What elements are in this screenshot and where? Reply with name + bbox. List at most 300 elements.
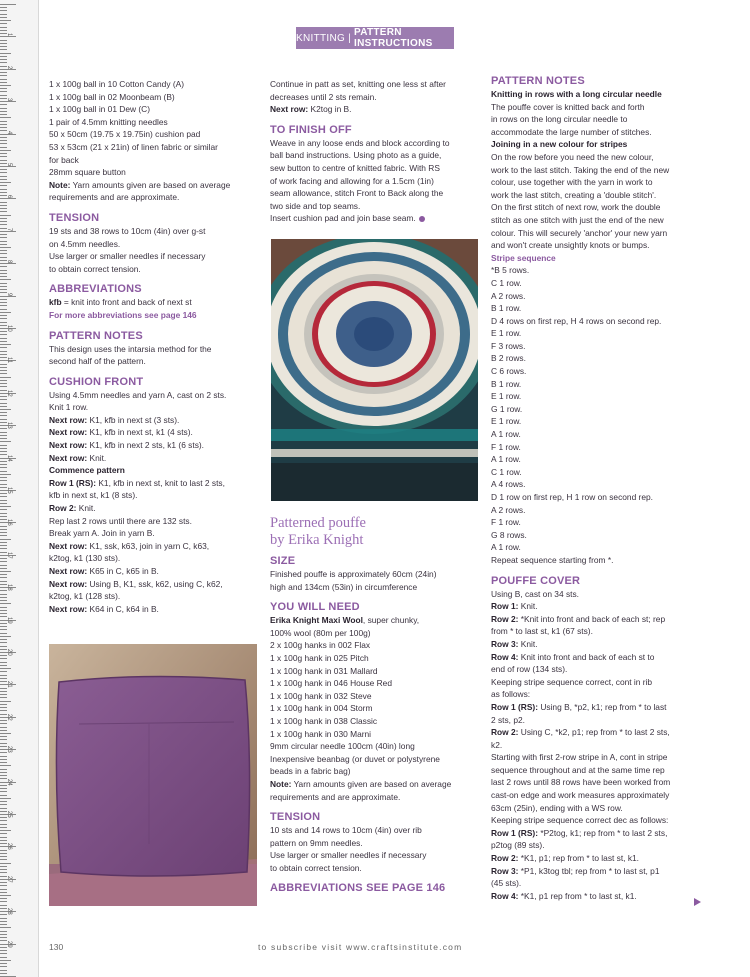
note-line: work to the last stitch. Taking the end of the new: [491, 164, 670, 175]
ruler-tick: [0, 279, 11, 280]
ruler-label: 28: [6, 908, 12, 915]
stripe-item: E 1 row.: [491, 391, 522, 402]
ruler-tick: [0, 889, 7, 890]
stripe-item: F 1 row.: [491, 441, 521, 452]
ruler-tick: [0, 147, 7, 148]
ruler-tick: [0, 62, 7, 63]
ruler-tick: [0, 182, 11, 183]
ruler-tick: [0, 253, 7, 254]
ruler-tick: [0, 247, 11, 248]
ruler-tick: [0, 218, 7, 219]
ruler-tick: [0, 565, 7, 566]
ruler-tick: [0, 286, 7, 287]
ruler-tick: [0, 905, 7, 906]
header-separator: |: [348, 32, 351, 44]
ruler-tick: [0, 866, 7, 867]
ruler-tick: [0, 117, 11, 118]
stripe-item: *B 5 rows.: [491, 265, 530, 276]
instruction-row: k2.: [491, 739, 503, 750]
material-item: 53 x 53cm (21 x 21in) of linen fabric or similar: [49, 141, 218, 152]
ruler-tick: [0, 863, 11, 864]
ruler-label: 19: [6, 616, 12, 624]
finish-line: sew button to centre of knitted fabric. With RS: [270, 162, 440, 173]
ruler-tick: [0, 484, 7, 485]
instruction-row: end of row (134 sts).: [491, 664, 568, 675]
material-item: 1 pair of 4.5mm knitting needles: [49, 116, 168, 127]
ruler-label: 10: [6, 325, 12, 332]
instruction-row: 2 sts, p2.: [491, 714, 525, 725]
ruler-tick: [0, 662, 7, 663]
ruler-label: 6: [6, 195, 12, 199]
ruler-tick: [0, 610, 7, 611]
size-line: Finished pouffe is approximately 60cm (24in): [270, 569, 437, 579]
ruler-label: 7: [6, 227, 12, 232]
ruler-tick: [0, 542, 7, 543]
instruction-line: decreases until 2 sts remain.: [270, 91, 377, 102]
abbreviation-kfb: kfb = knit into front and back of next st: [49, 297, 192, 308]
ruler-tick: [0, 539, 11, 540]
instruction-row: Row 1: Knit.: [491, 601, 538, 612]
ruler-tick: [0, 535, 7, 536]
column-1: [49, 78, 261, 615]
pouffe-abbreviations-heading: ABBREVIATIONS SEE PAGE 146: [270, 882, 446, 895]
ruler-tick: [0, 318, 7, 319]
ruler-tick: [0, 733, 11, 734]
stripe-item: C 1 row.: [491, 466, 522, 477]
ruler-tick: [0, 179, 7, 180]
material-item: 28mm square button: [49, 167, 126, 178]
instruction-row: Row 2: *Knit into front and back of each st; rep: [491, 613, 666, 624]
note-line: On the first stitch of next row, work the double: [491, 202, 661, 213]
subheading-circular-needle: Knitting in rows with a long circular needle: [491, 89, 662, 99]
ruler-tick: [0, 192, 7, 193]
material-item: 1 x 100g hank in 025 Pitch: [270, 652, 369, 663]
you-will-need-heading: YOU WILL NEED: [270, 601, 360, 614]
cushion-front-heading: CUSHION FRONT: [49, 375, 144, 388]
ruler-tick: [0, 646, 7, 647]
more-abbreviations-link: For more abbreviations see page 146: [49, 309, 197, 320]
ruler-tick: [0, 409, 11, 410]
ruler-tick: [0, 830, 11, 831]
tension-line: Use larger or smaller needles if necessary: [49, 251, 206, 262]
ruler-tick: [0, 477, 7, 478]
ruler-tick: [0, 639, 7, 640]
ruler-tick: [0, 305, 7, 306]
ruler-tick: [0, 665, 7, 666]
ruler-tick: [0, 7, 7, 8]
ruler-tick: [0, 772, 7, 773]
ruler-tick: [0, 273, 7, 274]
ruler-label: 13: [6, 422, 12, 429]
instruction-row: Next row: K65 in C, k65 in B.: [49, 566, 159, 576]
ruler-tick: [0, 467, 7, 468]
ruler-tick: [0, 480, 7, 481]
ruler-tick: [0, 56, 7, 57]
ruler-tick: [0, 798, 11, 799]
final-row: Next row: K2tog in B.: [270, 104, 352, 115]
finish-heading: TO FINISH OFF: [270, 123, 352, 136]
material-item: 50 x 50cm (19.75 x 19.75in) cushion pad: [49, 129, 201, 140]
instruction-row: Row 4: *K1, p1 rep from * to last st, k1.: [491, 890, 637, 901]
ruler-label: 9: [6, 292, 12, 296]
ruler-tick: [0, 808, 7, 809]
ruler-tick: [0, 548, 7, 549]
ruler-tick: [0, 710, 7, 711]
ruler-tick: [0, 642, 7, 643]
tension-heading: TENSION: [49, 211, 100, 224]
ruler-tick: [0, 85, 11, 86]
ruler-tick: [0, 354, 7, 355]
stripe-item: A 1 row.: [491, 454, 521, 465]
ruler-tick: [0, 506, 11, 507]
note-line: and won't create unsightly knots or bumps.: [491, 240, 650, 251]
ruler-tick: [0, 412, 7, 413]
material-item: 2 x 100g hanks in 002 Flax: [270, 640, 371, 651]
ruler-tick: [0, 545, 7, 546]
pattern-note-line: second half of the pattern.: [49, 356, 146, 367]
cushion-photo: [49, 644, 257, 906]
ruler-label: 20: [6, 649, 12, 656]
ruler-label: 1: [6, 33, 12, 37]
ruler-tick: [0, 111, 7, 112]
ruler-label: 5: [6, 163, 12, 167]
pouffe-tension-text: [270, 824, 482, 874]
pattern-title: Patterned pouffe by Erika Knight: [270, 515, 366, 548]
ruler-label: 24: [6, 778, 12, 786]
stripe-item: Repeat sequence starting from *.: [491, 554, 614, 565]
subheading-joining-colour: Joining in a new colour for stripes: [491, 139, 628, 150]
ruler-label: 3: [6, 98, 12, 102]
ruler-tick: [0, 471, 7, 472]
ruler-tick: [0, 759, 7, 760]
ruler-tick: [0, 215, 11, 216]
finish-line: of work facing and allowing for a 1.5cm (1in): [270, 175, 434, 186]
ruler-tick: [0, 970, 7, 971]
instruction-line: Using 4.5mm needles and yarn A, cast on 2 sts.: [49, 389, 227, 400]
instruction-line: Knit 1 row.: [49, 402, 89, 413]
materials-note: Note: Yarn amounts given are based on average requirements and are approximate.: [49, 179, 231, 203]
tension-line: on 4.5mm needles.: [49, 238, 121, 249]
ruler-tick: [0, 419, 7, 420]
instruction-row: 63cm (25in), ending with a WS row.: [491, 802, 623, 813]
ruler-tick: [0, 791, 7, 792]
ruler-tick: [0, 736, 7, 737]
ruler-tick: [0, 244, 7, 245]
ruler-tick: [0, 513, 7, 514]
note-line: The pouffe cover is knitted back and forth: [491, 101, 645, 112]
instruction-line: Continue in patt as set, knitting one less st after: [270, 79, 446, 89]
tension-line: to obtain correct tension.: [270, 862, 362, 873]
ruler-tick: [0, 88, 7, 89]
ruler-tick: [0, 568, 7, 569]
cushion-front-instructions: [49, 389, 261, 616]
ruler-tick: [0, 795, 7, 796]
material-item: Inexpensive beanbag (or duvet or polystyrene: [270, 753, 440, 764]
ruler-label: 2: [6, 65, 12, 70]
ruler-tick: [0, 957, 7, 958]
ruler-tick: [0, 20, 11, 21]
ruler-label: 25: [6, 811, 12, 818]
ruler-tick: [0, 257, 7, 258]
ruler-tick: [0, 127, 7, 128]
ruler-tick: [0, 4, 16, 5]
ruler-tick: [0, 283, 7, 284]
instruction-line: Rep last 2 rows until there are 132 sts.: [49, 515, 192, 526]
you-will-need-list: [270, 627, 482, 778]
ruler-tick: [0, 208, 7, 209]
ruler-tick: [0, 671, 7, 672]
ruler-tick: [0, 156, 7, 157]
ruler-tick: [0, 516, 7, 517]
ruler-tick: [0, 532, 7, 533]
ruler-tick: [0, 801, 7, 802]
ruler-tick: [0, 211, 7, 212]
ruler-tick: [0, 901, 7, 902]
materials-list: [49, 78, 261, 179]
size-heading: SIZE: [270, 555, 296, 567]
instruction-row: Next row: Knit.: [49, 452, 107, 463]
stripe-item: F 3 rows.: [491, 340, 526, 351]
instruction-row: Next row: K64 in C, k64 in B.: [49, 603, 159, 614]
ruler-tick: [0, 824, 7, 825]
instruction-line: kfb in next st, k1 (8 sts).: [49, 490, 138, 501]
ruler-tick: [0, 775, 7, 776]
ruler-tick: [0, 833, 7, 834]
ruler-tick: [0, 344, 11, 345]
ruler-tick: [0, 937, 7, 938]
ruler-tick: [0, 872, 7, 873]
ruler-tick: [0, 474, 11, 475]
pouffe-pattern-notes-heading: PATTERN NOTES: [491, 75, 585, 87]
tension-line: to obtain correct tension.: [49, 263, 141, 274]
header-left: KNITTING: [296, 32, 346, 44]
ruler-tick: [0, 91, 7, 92]
ruler-tick: [0, 503, 7, 504]
instruction-row: p2tog (89 sts).: [491, 840, 545, 851]
ruler-tick: [0, 46, 7, 47]
ruler-label: 16: [6, 519, 12, 527]
instruction-row: Row 3: *P1, k3tog tbl; rep from * to last st, p1: [491, 865, 660, 876]
ruler-tick: [0, 406, 7, 407]
instruction-row: k2tog, k1 (128 sts).: [49, 591, 121, 602]
ruler-tick: [0, 581, 7, 582]
ruler-label: 14: [6, 454, 12, 462]
column-2: [270, 78, 482, 225]
ruler-tick: [0, 739, 7, 740]
ruler-tick: [0, 597, 7, 598]
ruler-tick: [0, 921, 7, 922]
ruler-tick: [0, 613, 7, 614]
ruler-tick: [0, 743, 7, 744]
ruler-tick: [0, 289, 7, 290]
ruler-tick: [0, 856, 7, 857]
ruler: [0, 0, 39, 977]
ruler-label: 15: [6, 487, 12, 494]
material-item: 9mm circular needle 100cm (40in) long: [270, 741, 415, 752]
instruction-row: Row 2: *K1, p1; rep from * to last st, k1.: [491, 853, 640, 864]
ruler-tick: [0, 150, 11, 151]
ruler-tick: [0, 629, 7, 630]
stripe-item: A 1 row.: [491, 429, 521, 440]
ruler-tick: [0, 14, 7, 15]
note-line: colour. This will securely 'anchor' your new yarn: [491, 227, 668, 238]
ruler-tick: [0, 668, 11, 669]
stripe-item: E 1 row.: [491, 328, 522, 339]
stripe-item: C 1 row.: [491, 277, 522, 288]
note-line: On the row before you need the new colour,: [491, 151, 654, 162]
instruction-row: Row 1 (RS): K1, kfb in next st, knit to last 2 sts,: [49, 477, 225, 488]
material-item: 1 x 100g hank in 030 Marni: [270, 728, 372, 739]
ruler-tick: [0, 221, 7, 222]
ruler-tick: [0, 121, 7, 122]
note-line: work the last stitch, creating a 'double stitch'.: [491, 189, 657, 200]
stripe-item: B 2 rows.: [491, 353, 526, 364]
ruler-label: 17: [6, 551, 12, 559]
page-number: 130: [49, 942, 64, 952]
ruler-tick: [0, 250, 7, 251]
finish-line: seam allowance, stitch Front to Back along the: [270, 188, 444, 199]
ruler-tick: [0, 370, 7, 371]
ruler-label: 4: [6, 130, 12, 134]
ruler-tick: [0, 441, 11, 442]
instruction-row: Next row: K1, kfb in next st, k1 (4 sts).: [49, 427, 193, 438]
instruction-row: Row 3: Knit.: [491, 638, 538, 649]
continue-arrow-icon: [694, 898, 701, 906]
section-header-tag: [296, 27, 454, 49]
ruler-tick: [0, 448, 7, 449]
material-item: 1 x 100g hank in 032 Steve: [270, 690, 372, 701]
stripe-item: C 6 rows.: [491, 366, 527, 377]
instruction-row: Row 1 (RS): Using B, *p2, k1; rep from * to last: [491, 701, 667, 712]
ruler-tick: [0, 934, 7, 935]
stripe-item: B 1 row.: [491, 303, 522, 314]
finish-text: [270, 137, 482, 225]
ruler-tick: [0, 603, 11, 604]
circular-needle-text: [491, 101, 711, 139]
header-right: PATTERN INSTRUCTIONS: [353, 27, 433, 49]
pattern-note-line: This design uses the intarsia method for the: [49, 343, 212, 354]
ruler-tick: [0, 859, 7, 860]
ruler-tick: [0, 804, 7, 805]
ruler-tick: [0, 636, 11, 637]
stripe-item: D 4 rows on first rep, H 4 rows on second rep.: [491, 315, 662, 326]
ruler-tick: [0, 386, 7, 387]
continue-text: [270, 78, 482, 103]
ruler-label: 23: [6, 746, 12, 753]
ruler-tick: [0, 276, 7, 277]
stripe-item: G 1 row.: [491, 403, 523, 414]
size-text: [270, 568, 482, 593]
finish-line: Insert cushion pad and join base seam.: [270, 212, 482, 225]
stripe-item: D 1 row on first rep, H 1 row on second rep.: [491, 492, 653, 502]
ruler-tick: [0, 509, 7, 510]
instruction-row: sequence throughout and at the same time rep: [491, 764, 665, 775]
instruction-row: as follows:: [491, 689, 531, 700]
ruler-tick: [0, 185, 7, 186]
ruler-tick: [0, 380, 7, 381]
material-item: 1 x 100g ball in 01 Dew (C): [49, 104, 151, 115]
instruction-row: Starting with first 2-row stripe in A, cont in stripe: [491, 752, 668, 763]
ruler-tick: [0, 315, 7, 316]
ruler-tick: [0, 837, 7, 838]
ruler-tick: [0, 341, 7, 342]
ruler-tick: [0, 10, 7, 11]
ruler-tick: [0, 415, 7, 416]
ruler-tick: [0, 189, 7, 190]
ruler-tick: [0, 924, 7, 925]
ruler-tick: [0, 973, 7, 974]
ruler-tick: [0, 114, 7, 115]
ruler-tick: [0, 697, 7, 698]
ruler-tick: [0, 500, 7, 501]
ruler-tick: [0, 727, 7, 728]
ruler-tick: [0, 23, 7, 24]
ruler-label: 27: [6, 875, 12, 883]
ruler-tick: [0, 675, 7, 676]
ruler-tick: [0, 678, 7, 679]
material-item: 1 x 100g hank in 038 Classic: [270, 715, 378, 726]
ruler-tick: [0, 383, 7, 384]
stripe-item: A 4 rows.: [491, 479, 526, 490]
ruler-tick: [0, 931, 7, 932]
instruction-row: Keeping stripe sequence correct dec as follows:: [491, 815, 669, 826]
ruler-tick: [0, 451, 7, 452]
ruler-tick: [0, 895, 11, 896]
instruction-row: Row 2: Knit.: [49, 503, 96, 514]
ruler-tick: [0, 571, 11, 572]
tension-text: [49, 225, 261, 275]
ruler-label: 18: [6, 584, 12, 591]
ruler-tick: [0, 765, 11, 766]
instruction-line: Break yarn A. Join in yarn B.: [49, 528, 155, 539]
material-item: for back: [49, 154, 79, 165]
instruction-row: from * to last st, k1 (67 sts).: [491, 626, 593, 637]
ruler-tick: [0, 351, 7, 352]
ruler-tick: [0, 707, 7, 708]
instruction-row: Next row: K1, ssk, k63, join in yarn C, k63,: [49, 540, 210, 551]
instruction-row: (45 sts).: [491, 878, 522, 889]
ruler-tick: [0, 769, 7, 770]
instruction-row: Next row: K1, kfb in next 2 sts, k1 (6 sts).: [49, 440, 205, 451]
ruler-tick: [0, 241, 7, 242]
instruction-row: Next row: Using B, K1, ssk, k62, using C, k62,: [49, 578, 223, 589]
ruler-tick: [0, 309, 7, 310]
instruction-row: Next row: K1, kfb in next st (3 sts).: [49, 414, 180, 425]
yarn-line: Erika Knight Maxi Wool, super chunky,: [270, 615, 420, 626]
pouffe-cover-instructions: [491, 588, 711, 903]
ruler-label: 26: [6, 843, 12, 851]
ruler-tick: [0, 898, 7, 899]
ruler-tick: [0, 435, 7, 436]
ruler-label: 22: [6, 713, 12, 721]
ruler-tick: [0, 762, 7, 763]
ruler-tick: [0, 373, 7, 374]
instruction-row: Row 1 (RS): *P2tog, k1; rep from * to last 2 sts,: [491, 827, 668, 838]
stripe-item: A 1 row.: [491, 542, 521, 553]
ruler-tick: [0, 704, 7, 705]
stripe-item: B 1 row.: [491, 378, 522, 389]
ruler-tick: [0, 694, 7, 695]
tension-line: 19 sts and 38 rows to 10cm (4in) over g-st: [49, 225, 206, 236]
ruler-tick: [0, 960, 11, 961]
ruler-tick: [0, 53, 11, 54]
commence-pattern: Commence pattern: [49, 465, 125, 476]
ruler-tick: [0, 49, 7, 50]
column-2-lower: [270, 515, 482, 895]
pouffe-photo: [271, 239, 478, 501]
note-line: in rows on the long circular needle to: [491, 114, 628, 125]
instruction-row: Keeping stripe sequence correct, cont in rib: [491, 676, 653, 687]
